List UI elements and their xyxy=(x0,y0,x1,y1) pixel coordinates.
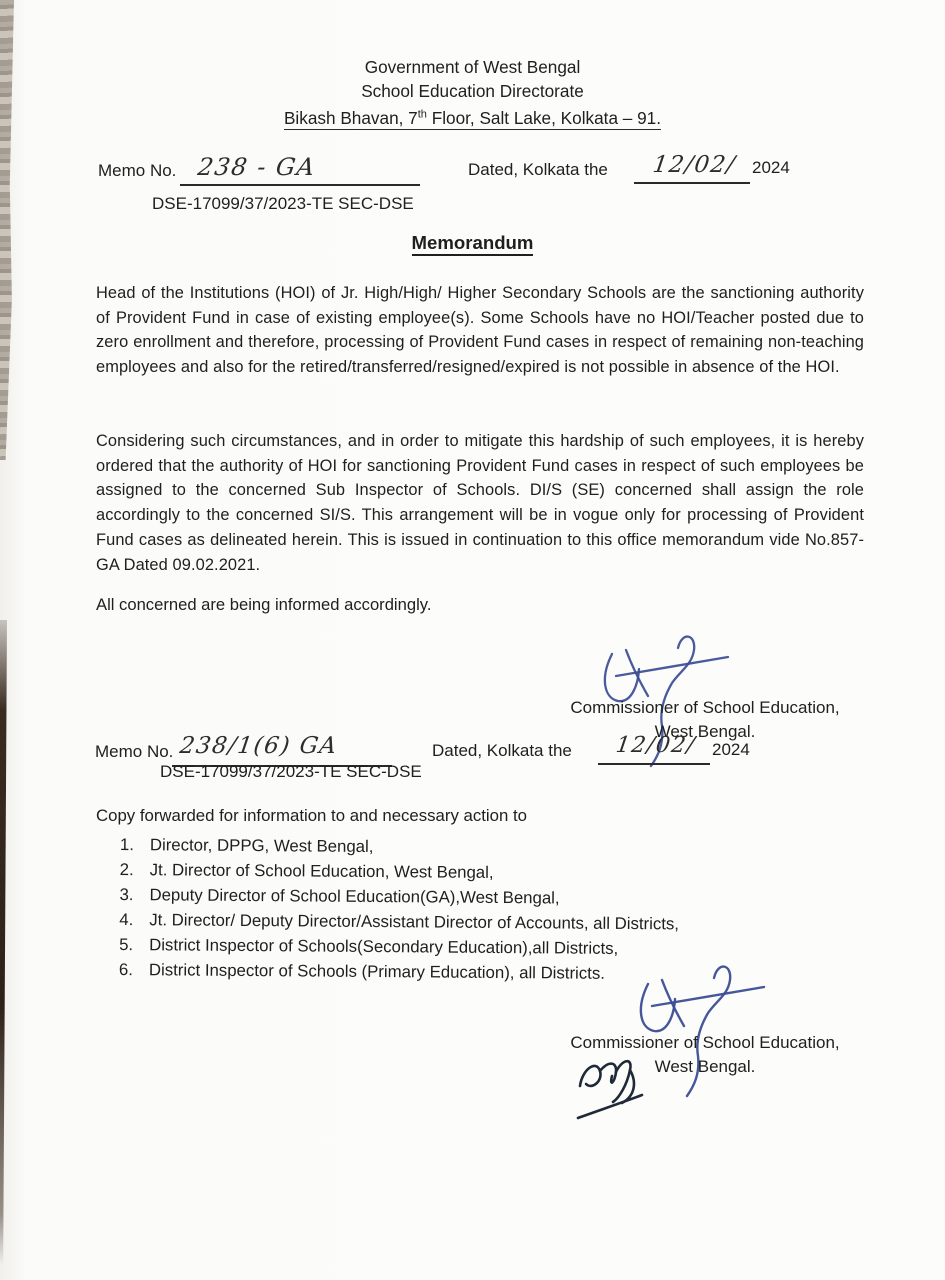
signatory1-title: Commissioner of School Education, xyxy=(570,698,840,717)
list-item: 6. District Inspector of Schools (Primary Education), all Districts. xyxy=(118,959,606,983)
memo1-ref: DSE-17099/37/2023-TE SEC-DSE xyxy=(152,194,414,213)
list-item: 3. Deputy Director of School Education(GA),West Bengal, xyxy=(119,884,560,908)
memo2-date-line xyxy=(598,763,710,765)
memo1-date-line xyxy=(634,182,750,184)
copy-forwarded-line: Copy forwarded for information to and necessary action to xyxy=(96,806,527,825)
signatory-block-1 xyxy=(545,696,865,744)
signatory1-org: West Bengal. xyxy=(654,722,756,741)
memo2-label: Memo No. xyxy=(95,742,174,761)
list-item: 5. District Inspector of Schools(Secondary Education),all Districts, xyxy=(119,934,619,958)
memo2-date-handwritten: 12/02/ xyxy=(614,733,698,758)
memo1-number-line xyxy=(180,184,420,186)
list-item: 4. Jt. Director/ Deputy Director/Assistant Director of Accounts, all Districts, xyxy=(119,909,680,934)
memo2-dated-label: Dated, Kolkata the xyxy=(432,741,572,760)
list-item: 2. Jt. Director of School Education, West Bengal, xyxy=(119,859,494,882)
list-item: 1. Director, DPPG, West Bengal, xyxy=(119,834,374,856)
signatory2-title: Commissioner of School Education, xyxy=(570,1033,840,1052)
body-paragraph-1: Head of the Institutions (HOI) of Jr. High/High/ Higher Secondary Schools are the sanctioning authority of Provident Fund in case of existing employee(s). Some Schools have no HOI/Teacher posted due to zero enrollment and therefore, processing of Provident Fund cases in respect of remaining non-teaching employees and also for the retired/transferred/resigned/expired is not possible in absence of the HOI. xyxy=(96,284,864,377)
closing-line: All concerned are being informed accordingly. xyxy=(96,595,432,614)
memo2-ref: DSE-17099/37/2023-TE SEC-DSE xyxy=(160,762,422,781)
letterhead xyxy=(0,56,945,130)
scan-edge-artifact-bottom xyxy=(0,620,7,1265)
letterhead-line3: Bikash Bhavan, 7th Floor, Salt Lake, Kolkata – 91. xyxy=(283,107,662,128)
recipient-list xyxy=(119,833,680,987)
signatory-block-2 xyxy=(545,1031,865,1079)
memo1-number-handwritten: 238 - GA xyxy=(196,153,318,181)
memo1-label: Memo No. xyxy=(98,161,177,180)
memo-title: Memorandum xyxy=(0,232,945,254)
body-paragraph-2: Considering such circumstances, and in order to mitigate this hardship of such employees, it is hereby ordered that the authority of HOI for sanctioning Provident Fund cases in respect of such employees be assigned to the concerned Sub Inspector of Schools. DI/S (SE) concerned shall assign the role accordingly to the concerned SI/S. This arrangement will be in vogue only for processing of Provident Fund cases as delineated herein. This is issued in continuation to this office memorandum vide No.857- GA Dated 09.02.2021. xyxy=(96,432,864,574)
memo1-year: 2024 xyxy=(752,158,790,177)
memo2-year: 2024 xyxy=(712,740,750,759)
memo2-number-handwritten: 238/1(6) GA xyxy=(178,733,340,759)
memo1-date-handwritten: 12/02/ xyxy=(651,152,738,178)
memo1-dated-label: Dated, Kolkata the xyxy=(468,160,608,179)
letterhead-line1: Government of West Bengal xyxy=(364,57,581,77)
signatory2-org: West Bengal. xyxy=(654,1057,756,1076)
letterhead-line2: School Education Directorate xyxy=(361,80,584,101)
